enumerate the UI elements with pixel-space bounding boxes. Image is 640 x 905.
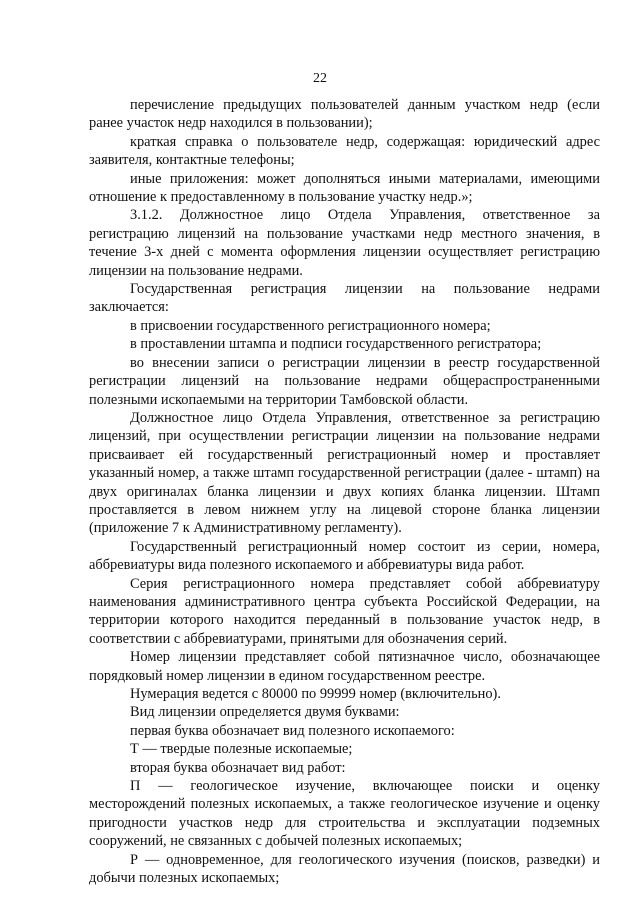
list-item: первая буква обозначает вид полезного ископаемого: — [130, 722, 455, 739]
list-item: П — геологическое изучение, включающее поиски и оценку месторождений полезных ископаемых, а также геологическое изучение и оценку пригодности участков недр для строительства и эксплуатации подземных сооружений, не связанных с добычей полезных ископаемых; — [89, 778, 600, 850]
list-item: во внесении записи о регистрации лицензии в реестр государственной регистрации лицензий на пользование недрами общераспространенными полезными ископаемыми на территории Тамбовской области. — [89, 354, 600, 408]
paragraph: Вид лицензии определяется двумя буквами: — [130, 704, 400, 721]
list-item: в проставлении штампа и подписи государственного регистратора; — [130, 336, 542, 353]
list-item: в присвоении государственного регистрационного номера; — [130, 317, 491, 334]
document-body — [89, 96, 600, 887]
paragraph: иные приложения: может дополняться иными материалами, имеющими отношение к предоставленному в пользование участку недр.»; — [89, 170, 600, 206]
list-item: вторая буква обозначает вид работ: — [130, 759, 346, 776]
list-item: Р — одновременное, для геологического изучения (поисков, разведки) и добычи полезных ископаемых; — [89, 851, 600, 887]
paragraph: Нумерация ведется с 80000 по 99999 номер (включительно). — [130, 686, 501, 702]
paragraph: перечисление предыдущих пользователей данным участком недр (если ранее участок недр находился в пользовании); — [89, 97, 600, 132]
paragraph: Номер лицензии представляет собой пятизначное число, обозначающее порядковый номер лицензии в едином государственном реестре. — [89, 649, 600, 684]
paragraph: Государственная регистрация лицензии на пользование недрами заключается: — [89, 281, 600, 316]
paragraph: краткая справка о пользователе недр, содержащая: юридический адрес заявителя, контактные телефоны; — [89, 133, 600, 169]
section-3-1-2-paragraph: 3.1.2. Должностное лицо Отдела Управления, ответственное за регистрацию лицензий на пользование участками недр местного значения, в течение 3-х дней с момента оформления лицензии осуществляет регистрацию лицензии на пользование недрами. — [89, 207, 600, 279]
list-item: Т — твердые полезные ископаемые; — [130, 741, 353, 758]
paragraph: Должностное лицо Отдела Управления, ответственное за регистрацию лицензий, при осуществлении регистрации лицензии на пользование недрами присваивает ей государственный регистрационный номер и проставляет указанный номер, а также штамп государственной регистрации (далее - штамп) на двух оригиналах бланка лицензии и двух копиях бланка лицензии. Штамп проставляется в левом нижнем углу на лицевой стороне бланка лицензии (приложение 7 к Административному регламенту). — [89, 409, 600, 537]
paragraph: Серия регистрационного номера представляет собой аббревиатуру наименования административного центра субъекта Российской Федерации, на территории которого находится переданный в пользование участок недр, в соответствии с аббревиатурами, принятыми для обозначения серий. — [89, 575, 600, 647]
paragraph: Государственный регистрационный номер состоит из серии, номера, аббревиатуры вида полезного ископаемого и аббревиатуры вида работ. — [89, 538, 600, 574]
page-number: 22 — [313, 71, 327, 86]
